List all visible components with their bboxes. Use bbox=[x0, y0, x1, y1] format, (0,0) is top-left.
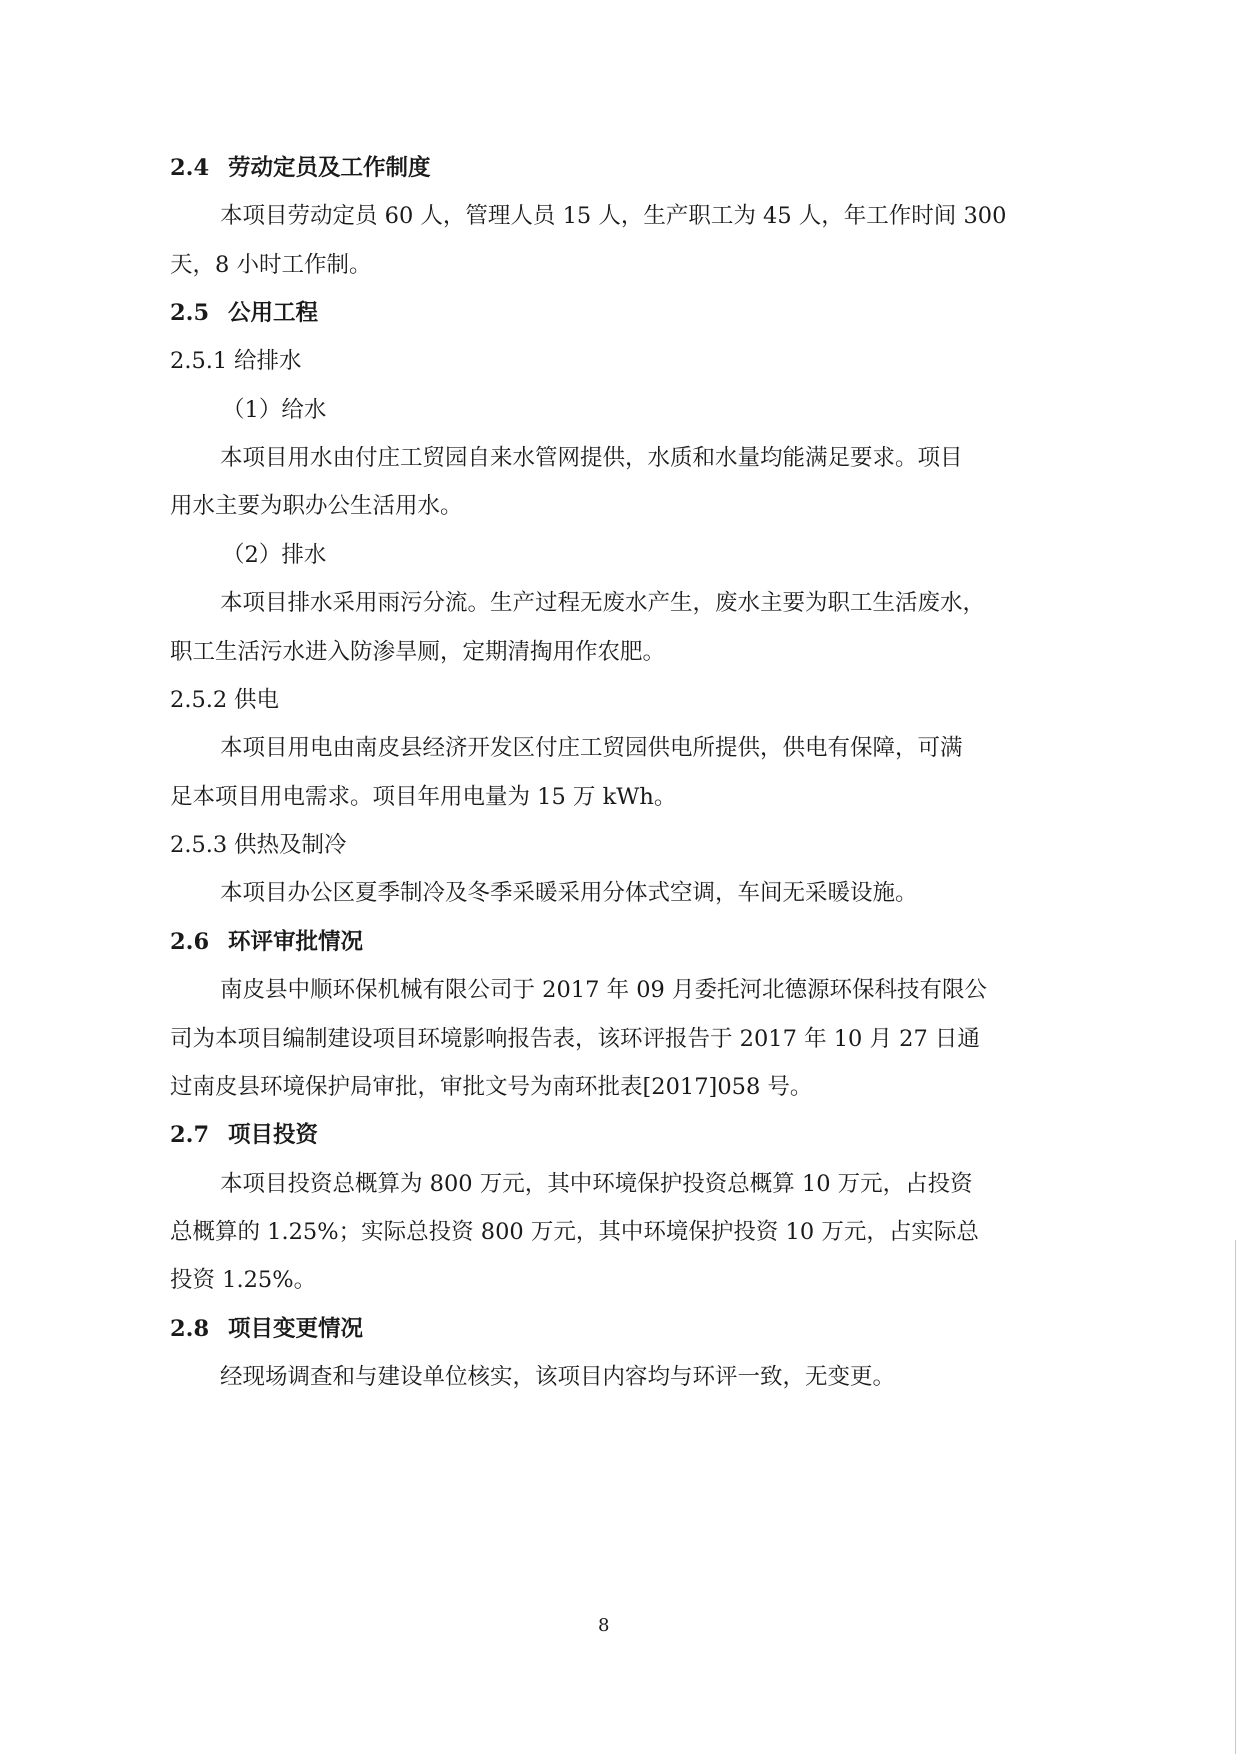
paragraph-line: 用水主要为职办公生活用水。 bbox=[170, 493, 463, 519]
paragraph-line: 本项目排水采用雨污分流。生产过程无废水产生，废水主要为职工生活废水， bbox=[220, 590, 986, 616]
subsection-number: 2.5.1 bbox=[170, 348, 228, 374]
subsection-heading-2-5-2 bbox=[170, 685, 279, 715]
paragraph-line: 过南皮县环境保护局审批，审批文号为南环批表[2017]058 号。 bbox=[170, 1074, 813, 1100]
paragraph-line: 职工生活污水进入防渗旱厕，定期清掏用作农肥。 bbox=[170, 639, 666, 665]
section-heading-2-4 bbox=[170, 153, 431, 183]
subsection-number: 2.5.3 bbox=[170, 832, 228, 858]
section-heading-2-8 bbox=[170, 1314, 363, 1344]
subsection-heading-2-5-3 bbox=[170, 830, 347, 860]
scan-edge-mark bbox=[1235, 1240, 1236, 1754]
paragraph-line: 投资 1.25%。 bbox=[170, 1267, 317, 1293]
paragraph-line: 本项目用水由付庄工贸园自来水管网提供，水质和水量均能满足要求。项目 bbox=[220, 445, 963, 471]
section-title: 公用工程 bbox=[228, 300, 319, 326]
section-title: 项目投资 bbox=[228, 1122, 319, 1148]
section-heading-2-7 bbox=[170, 1120, 318, 1150]
paragraph-line: 本项目投资总概算为 800 万元，其中环境保护投资总概算 10 万元，占投资 bbox=[220, 1171, 973, 1197]
page-number: 8 bbox=[598, 1615, 610, 1636]
item-label-water-supply: （1）给水 bbox=[222, 397, 327, 423]
section-heading-2-6 bbox=[170, 927, 363, 957]
section-title: 劳动定员及工作制度 bbox=[228, 155, 431, 181]
paragraph-line: 本项目办公区夏季制冷及冬季采暖采用分体式空调，车间无采暖设施。 bbox=[220, 880, 918, 906]
paragraph-line: 本项目用电由南皮县经济开发区付庄工贸园供电所提供，供电有保障，可满 bbox=[220, 735, 963, 761]
subsection-heading-2-5-1 bbox=[170, 346, 302, 376]
paragraph-line: 经现场调查和与建设单位核实，该项目内容均与环评一致，无变更。 bbox=[220, 1364, 896, 1390]
paragraph-line: 南皮县中顺环保机械有限公司于 2017 年 09 月委托河北德源环保科技有限公 bbox=[220, 977, 988, 1003]
section-number: 2.8 bbox=[170, 1316, 210, 1342]
paragraph-line: 足本项目用电需求。项目年用电量为 15 万 kWh。 bbox=[170, 784, 677, 810]
subsection-title: 供电 bbox=[234, 687, 280, 713]
section-title: 环评审批情况 bbox=[228, 929, 364, 955]
section-number: 2.5 bbox=[170, 300, 210, 326]
section-number: 2.4 bbox=[170, 155, 210, 181]
subsection-title: 给排水 bbox=[234, 348, 302, 374]
paragraph-line: 本项目劳动定员 60 人，管理人员 15 人，生产职工为 45 人，年工作时间 300 bbox=[220, 203, 1007, 229]
subsection-number: 2.5.2 bbox=[170, 687, 228, 713]
section-number: 2.7 bbox=[170, 1122, 210, 1148]
paragraph-line: 天，8 小时工作制。 bbox=[170, 252, 372, 278]
paragraph-line: 总概算的 1.25%；实际总投资 800 万元，其中环境保护投资 10 万元，占实际总 bbox=[170, 1219, 979, 1245]
item-label-drainage: （2）排水 bbox=[222, 542, 327, 568]
subsection-title: 供热及制冷 bbox=[234, 832, 347, 858]
section-heading-2-5 bbox=[170, 298, 318, 328]
section-title: 项目变更情况 bbox=[228, 1316, 364, 1342]
paragraph-line: 司为本项目编制建设项目环境影响报告表，该环评报告于 2017 年 10 月 27 日通 bbox=[170, 1026, 980, 1052]
section-number: 2.6 bbox=[170, 929, 210, 955]
